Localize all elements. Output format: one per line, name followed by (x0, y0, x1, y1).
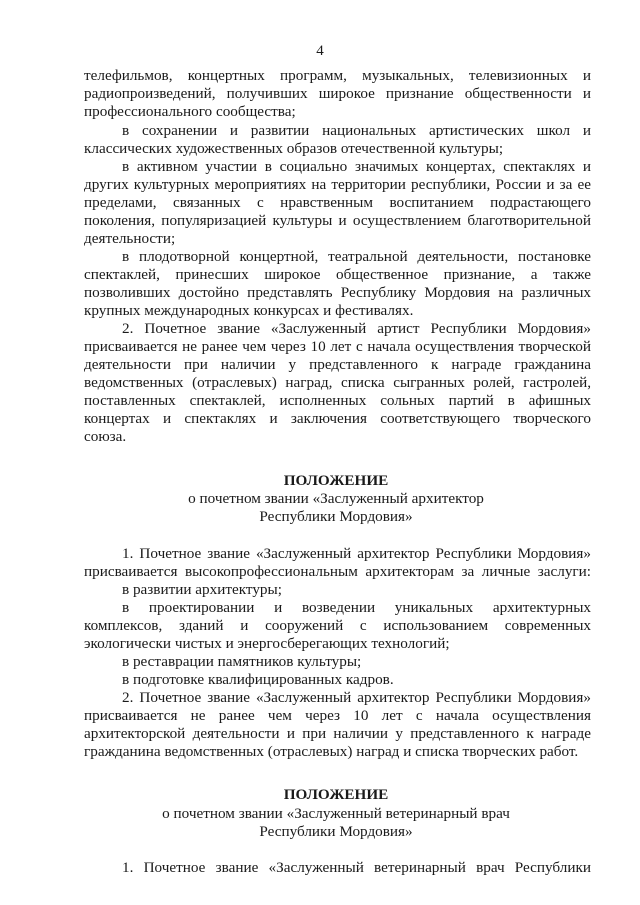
section-title: ПОЛОЖЕНИЕ (283, 786, 389, 803)
text-line: архитекторской деятельности и при наличии у представленного к награде (84, 725, 591, 742)
page-number: 4 (316, 43, 324, 59)
text-line: классических художественных образов отечественной культуры; (84, 140, 504, 157)
text-line: радиопроизведений, получивших широкое признание общественности и (84, 85, 591, 102)
text-line: гражданина ведомственных (отраслевых) наград и списка творческих работ. (84, 743, 579, 760)
text-line: в плодотворной концертной, театральной деятельности, постановке (122, 248, 591, 265)
text-line: в сохранении и развитии национальных артистических школ и (122, 122, 591, 139)
text-line: поколения, популяризацией культуры и осуществлением благотворительной (84, 212, 591, 229)
text-line: в подготовке квалифицированных кадров. (122, 671, 394, 688)
text-line: деятельности при наличии у представленного к награде гражданина (84, 356, 591, 373)
section-subtitle: о почетном звании «Заслуженный ветеринарный врач (162, 805, 510, 822)
text-line: других культурных мероприятиях на территории республики, России и за ее (84, 176, 591, 193)
text-line: спектаклей, принесших широкое общественное признание, а также (84, 266, 591, 283)
text-line: позволивших достойно представлять Республику Мордовия на различных (84, 284, 591, 301)
section-title: ПОЛОЖЕНИЕ (283, 472, 389, 489)
text-line: в реставрации памятников культуры; (122, 653, 362, 670)
text-line: профессионального сообщества; (84, 103, 296, 120)
section-subtitle: о почетном звании «Заслуженный архитектор (188, 490, 484, 507)
text-line: 2. Почетное звание «Заслуженный архитектор Республики Мордовия» (122, 689, 591, 706)
text-line: 2. Почетное звание «Заслуженный артист Республики Мордовия» (122, 320, 591, 337)
text-line: присваивается высокопрофессиональным архитекторам за личные заслуги: (84, 563, 591, 580)
text-line: поставленных спектаклей, исполненных сольных партий в афишных (84, 392, 591, 409)
text-line: в активном участии в социально значимых концертах, спектаклях и (122, 158, 591, 175)
text-line: присваивается не ранее чем через 10 лет с начала осуществления (84, 707, 591, 724)
text-line: крупных международных конкурсах и фестивалях. (84, 302, 414, 319)
text-line: присваивается не ранее чем через 10 лет с начала осуществления творческой (84, 338, 591, 355)
text-line: в проектировании и возведении уникальных архитектурных (122, 599, 591, 616)
text-line: союза. (84, 428, 127, 445)
section-subtitle: Республики Мордовия» (259, 823, 413, 840)
text-line: телефильмов, концертных программ, музыкальных, телевизионных и (84, 67, 591, 84)
text-line: концертах и спектаклях и заключения соответствующего творческого (84, 410, 591, 427)
text-line: ведомственных (отраслевых) наград, списка сыгранных ролей, гастролей, (84, 374, 591, 391)
section-subtitle: Республики Мордовия» (259, 508, 413, 525)
text-line: в развитии архитектуры; (122, 581, 282, 598)
text-line: 1. Почетное звание «Заслуженный ветеринарный врач Республики (122, 859, 591, 876)
text-line: комплексов, зданий и сооружений с использованием современных (84, 617, 591, 634)
text-line: пределами, связанных с нравственным воспитанием подрастающего (84, 194, 591, 211)
text-line: экологически чистых и энергосберегающих технологий; (84, 635, 450, 652)
text-line: деятельности; (84, 230, 176, 247)
text-line: 1. Почетное звание «Заслуженный архитектор Республики Мордовия» (122, 545, 591, 562)
